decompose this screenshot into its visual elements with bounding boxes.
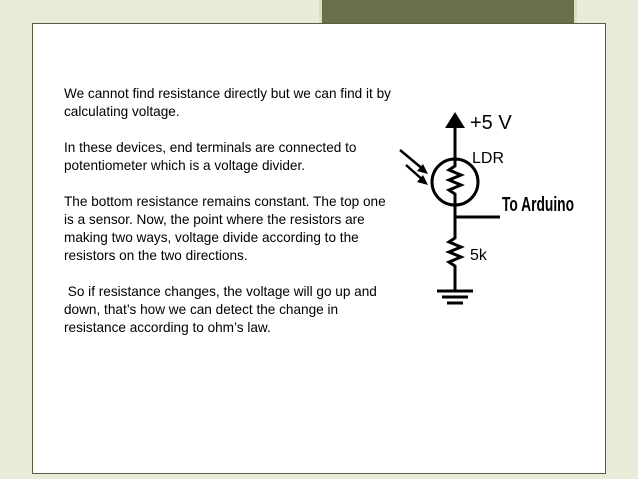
paragraph-1: We cannot find resistance directly but we can find it by calculating voltage. [64,86,395,119]
fixed-resistor-zigzag [449,232,461,290]
paragraph-3: The bottom resistance remains constant. The top one is a sensor. Now, the point where the resistors are making two ways, voltage divide according to the resistors on the two directions. [64,194,390,263]
paragraph-4: So if resistance changes, the voltage will go up and down, that’s how we can detect the change in resistance according to ohm’s law. [64,284,381,335]
resistor-label: 5k [470,247,487,264]
ldr-resistor-zigzag [449,160,461,205]
supply-label: +5 V [470,112,512,134]
output-label: To Arduino [502,194,574,216]
supply-arrow [445,112,465,160]
ground-icon [437,291,473,303]
paragraph-2: In these devices, end terminals are connected to potentiometer which is a voltage divider. [64,140,361,173]
ldr-label: LDR [472,150,505,167]
light-arrows-icon [400,150,428,185]
